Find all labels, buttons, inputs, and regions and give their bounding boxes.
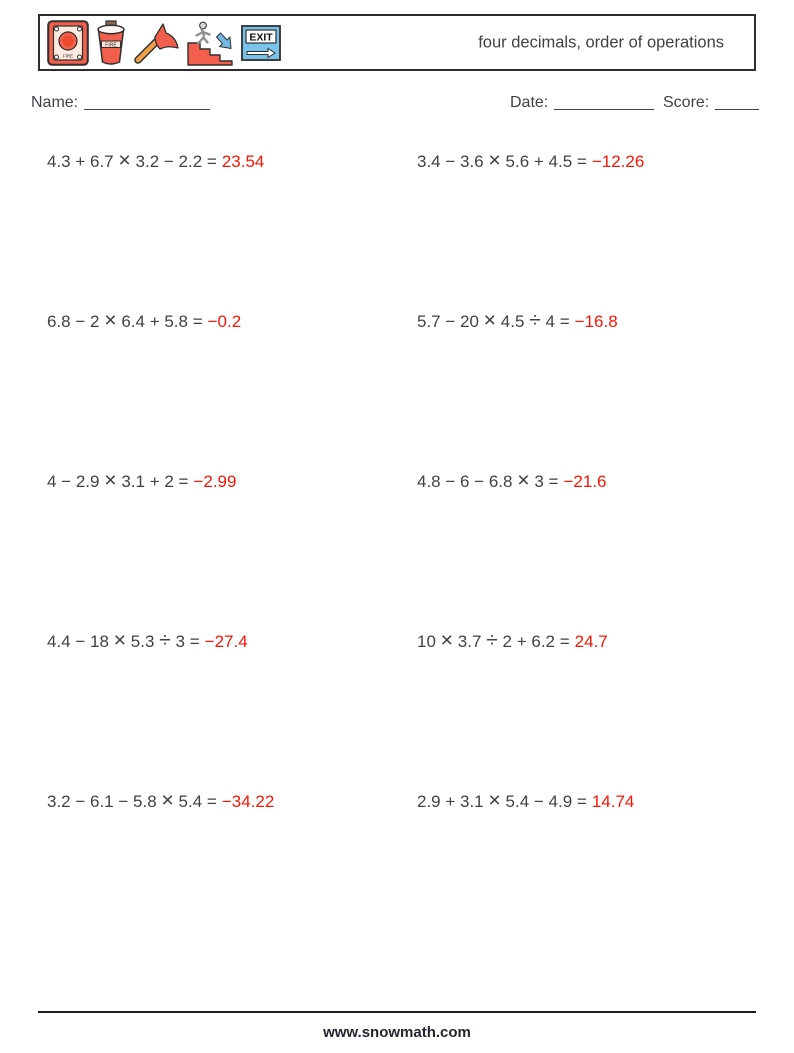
problem-answer: 23.54 bbox=[221, 152, 265, 171]
fire-bucket-icon bbox=[96, 20, 126, 66]
problem-4 bbox=[417, 310, 618, 332]
date-blank bbox=[554, 96, 654, 110]
problem-answer: −34.22 bbox=[221, 792, 275, 811]
problem-expression: 5.7 − 20 × 4.5 ÷ 4 = bbox=[417, 308, 570, 332]
problem-answer: −2.99 bbox=[193, 472, 237, 491]
page-title: four decimals, order of operations bbox=[478, 33, 724, 51]
problem-9 bbox=[47, 790, 274, 812]
problem-answer: −16.8 bbox=[574, 312, 618, 331]
problem-answer: −12.26 bbox=[591, 152, 645, 171]
problem-answer: 14.74 bbox=[591, 792, 635, 811]
name-blank bbox=[84, 96, 210, 110]
fire-axe-icon bbox=[133, 22, 179, 64]
score-field bbox=[663, 94, 759, 112]
problem-7 bbox=[47, 630, 248, 652]
problem-expression: 4.3 + 6.7 × 3.2 − 2.2 = bbox=[47, 148, 217, 172]
name-label: Name: bbox=[31, 94, 79, 111]
exit-sign-icon bbox=[241, 23, 281, 63]
problem-2 bbox=[417, 150, 644, 172]
fire-alarm-label: FIRE bbox=[62, 53, 74, 58]
problem-expression: 10 × 3.7 ÷ 2 + 6.2 = bbox=[417, 628, 570, 652]
problem-expression: 3.2 − 6.1 − 5.8 × 5.4 = bbox=[47, 788, 217, 812]
footer-divider bbox=[38, 1011, 756, 1013]
fire-escape-icon bbox=[186, 20, 234, 66]
date-label: Date: bbox=[510, 94, 549, 111]
problem-expression: 4.4 − 18 × 5.3 ÷ 3 = bbox=[47, 628, 200, 652]
problem-answer: −21.6 bbox=[563, 472, 607, 491]
problem-10 bbox=[417, 790, 634, 812]
exit-sign-label: EXIT bbox=[249, 31, 273, 43]
fire-bucket-label: FIRE bbox=[105, 41, 117, 48]
problem-expression: 2.9 + 3.1 × 5.4 − 4.9 = bbox=[417, 788, 587, 812]
problem-answer: −27.4 bbox=[204, 632, 248, 651]
footer-url: www.snowmath.com bbox=[323, 1024, 471, 1041]
problem-expression: 4.8 − 6 − 6.8 × 3 = bbox=[417, 468, 559, 492]
problem-answer: 24.7 bbox=[574, 632, 608, 651]
header-icons bbox=[47, 16, 281, 69]
problem-1 bbox=[47, 150, 264, 172]
problem-6 bbox=[417, 470, 606, 492]
problem-expression: 6.8 − 2 × 6.4 + 5.8 = bbox=[47, 308, 203, 332]
score-label: Score: bbox=[663, 94, 710, 111]
date-field bbox=[510, 94, 654, 112]
problem-5 bbox=[47, 470, 236, 492]
fire-alarm-icon bbox=[47, 20, 89, 66]
score-blank bbox=[715, 96, 759, 110]
header bbox=[38, 14, 756, 71]
problem-8 bbox=[417, 630, 608, 652]
problem-expression: 4 − 2.9 × 3.1 + 2 = bbox=[47, 468, 189, 492]
problem-3 bbox=[47, 310, 241, 332]
problem-expression: 3.4 − 3.6 × 5.6 + 4.5 = bbox=[417, 148, 587, 172]
name-field bbox=[31, 94, 210, 112]
problem-answer: −0.2 bbox=[207, 312, 242, 331]
